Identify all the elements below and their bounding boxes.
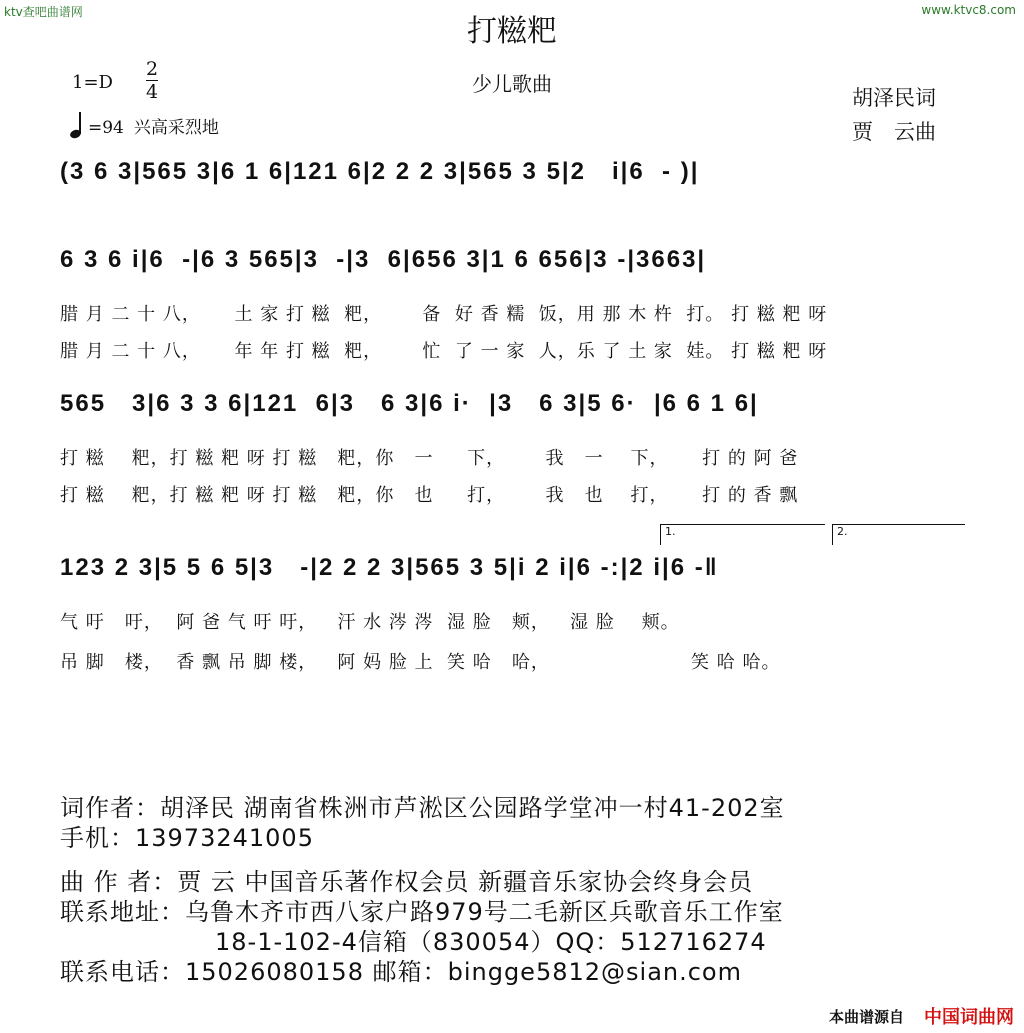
composer-address: 联系地址：乌鲁木齐市西八家户路979号二毛新区兵歌音乐工作室	[60, 898, 784, 926]
tempo-marking	[70, 112, 219, 138]
quarter-note-icon	[70, 112, 86, 138]
notation-line: (3 6 3|565 3|6 1 6|121 6|2 2 2 3|565 3 5|2 i|6 - )|	[60, 158, 700, 185]
lyric-verse1-line3: 气 吁 吁， 阿 爸 气 吁 吁， 汗 水 涔 涔 湿 脸 颊， 湿 脸 颊。	[60, 612, 680, 633]
lyric-verse2-line1: 腊 月 二 十 八， 年 年 打 糍 粑， 忙 了 一 家 人，乐 了 土 家 娃。 打 糍 粑 呀	[60, 341, 828, 362]
notation-line: 6 3 6 i|6 -|6 3 565|3 -|3 6|656 3|1 6 656|3 -|3663|	[60, 246, 707, 273]
volta-first-ending: 1.	[660, 524, 825, 545]
watermark-left: ktv查吧曲谱网	[4, 5, 83, 19]
lyric-verse1-line1: 腊 月 二 十 八， 土 家 打 糍 粑， 备 好 香 糯 饭，用 那 木 杵 打。 打 糍 粑 呀	[60, 304, 828, 325]
lyric-verse2-line3: 吊 脚 楼， 香 飘 吊 脚 楼， 阿 妈 脸 上 笑 哈 哈， 笑 哈 哈。	[60, 652, 781, 673]
key-signature: 1=D	[72, 72, 113, 93]
lyric-verse1-line2: 打 糍 粑，打 糍 粑 呀 打 糍 粑，你 一 下， 我 一 下， 打 的 阿 爸	[60, 448, 799, 469]
notation-line: 565 3|6 3 3 6|121 6|3 6 3|6 i· |3 6 3|5 6· |6 6 1 6|	[60, 390, 759, 417]
time-signature	[146, 58, 158, 103]
score-row-2	[60, 240, 968, 280]
score-row-3	[60, 384, 968, 424]
footer-site-link[interactable]: 中国词曲网	[924, 1007, 1014, 1028]
song-title: 打糍粑	[467, 14, 557, 49]
watermark-right: www.ktvc8.com	[921, 3, 1016, 17]
lyricist-phone: 手机：13973241005	[60, 824, 314, 852]
lyricist-contact: 词作者：胡泽民 湖南省株洲市芦淞区公园路学堂冲一村41-202室	[60, 794, 785, 822]
song-subtitle: 少儿歌曲	[472, 72, 552, 96]
volta-second-ending: 2.	[832, 524, 965, 545]
tempo-value: =94	[88, 118, 124, 138]
composer-credit: 贾 云曲	[852, 120, 936, 144]
lyric-verse2-line2: 打 糍 粑，打 糍 粑 呀 打 糍 粑，你 也 打， 我 也 打， 打 的 香 飘	[60, 485, 799, 506]
notation-line: 123 2 3|5 5 6 5|3 -|2 2 2 3|565 3 5|i 2 i|6 -:|2 i|6 -‖	[60, 554, 719, 581]
score-row-4	[60, 548, 968, 588]
meter-top: 2	[146, 58, 159, 80]
footer-source-label: 本曲谱源自	[828, 1008, 904, 1026]
expression-mark: 兴高采烈地	[133, 118, 219, 138]
meter-bottom: 4	[146, 81, 159, 103]
composer-mailbox: 18-1-102-4信箱（830054）QQ：512716274	[215, 928, 767, 956]
composer-phone-email: 联系电话：15026080158 邮箱：bingge5812@sian.com	[60, 958, 742, 986]
score-row-1	[60, 152, 968, 192]
composer-contact: 曲 作 者：贾 云 中国音乐著作权会员 新疆音乐家协会终身会员	[60, 868, 754, 896]
lyricist-credit: 胡泽民词	[852, 86, 936, 110]
